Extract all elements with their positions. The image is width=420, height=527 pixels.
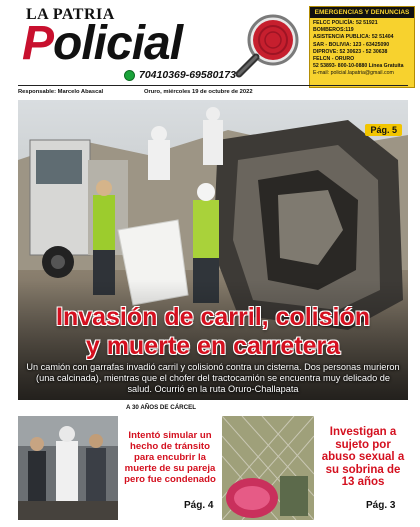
phone-row <box>124 69 236 81</box>
hero-deck: Un camión con garrafas invadió carril y colisionó contra un cisterna. Dos personas murieron (una calcinada), mientras que el chofer del tractocamión se encuentra muy delicado de salud. Ocurrió en la ruta Oruro-Challapata <box>26 362 400 394</box>
brand-rest: olicial <box>53 17 183 70</box>
emergency-box <box>309 6 415 88</box>
issue-date: Oruro, miércoles 19 de octubre de 2022 <box>144 89 253 95</box>
meta-row <box>18 85 408 97</box>
emergency-item: FELCN - ORURO <box>313 56 355 63</box>
story-right-photo[interactable] <box>222 416 314 520</box>
secondary-stories <box>18 404 408 522</box>
emergency-email[interactable]: E-mail: policial.lapatria@gmail.com <box>313 70 394 77</box>
story-left-page[interactable]: Pág. 4 <box>184 500 214 511</box>
emergency-list <box>310 18 414 78</box>
magnifier-icon <box>225 10 305 80</box>
emergency-item: 52 53893- 800-10-0880 Línea Gratuita <box>313 63 404 70</box>
hero-headline[interactable] <box>18 303 408 361</box>
story-left-photo[interactable] <box>18 416 118 520</box>
brand-initial: P <box>22 17 54 70</box>
brand-top: LA PATRIA <box>26 6 115 23</box>
story-right-image <box>222 416 314 520</box>
hero-headline-line2: y muerte en carretera <box>85 332 341 360</box>
hero-story[interactable] <box>18 100 408 400</box>
story-right-page[interactable]: Pág. 3 <box>366 500 396 511</box>
emergency-item: DIPROVE: 52 30623 - 52 30638 <box>313 48 388 55</box>
emergency-title: EMERGENCIAS Y DENUNCIAS <box>310 7 414 18</box>
story-left-kicker: A 30 AÑOS DE CÁRCEL <box>126 404 197 411</box>
story-left-image <box>18 416 118 520</box>
phone-numbers: 70410369-69580173 <box>139 69 236 81</box>
hero-headline-line1: Invasión de carril, colisión <box>56 303 370 331</box>
story-left-headline[interactable]: Intentó simular un hecho de tránsito para encubrir la muerte de su pareja pero fue condenado <box>124 430 216 485</box>
whatsapp-icon <box>124 70 135 81</box>
story-right-headline[interactable]: Investigan a sujeto por abuso sexual a su sobrina de 13 años <box>321 426 405 488</box>
masthead <box>0 0 420 88</box>
emergency-item: BOMBEROS:119 <box>313 27 354 34</box>
emergency-item: ASISTENCIA PUBLICA: 52 51404 <box>313 34 394 41</box>
responsible-line: Responsable: Marcelo Abascal <box>18 89 104 95</box>
brand-logo <box>22 17 183 70</box>
emergency-item: SAR - BOLIVIA: 123 - 63425090 <box>313 41 390 48</box>
hero-page-badge[interactable]: Pág. 5 <box>365 124 402 136</box>
emergency-item: FELCC POLICÍA: 52 51921 <box>313 20 378 26</box>
